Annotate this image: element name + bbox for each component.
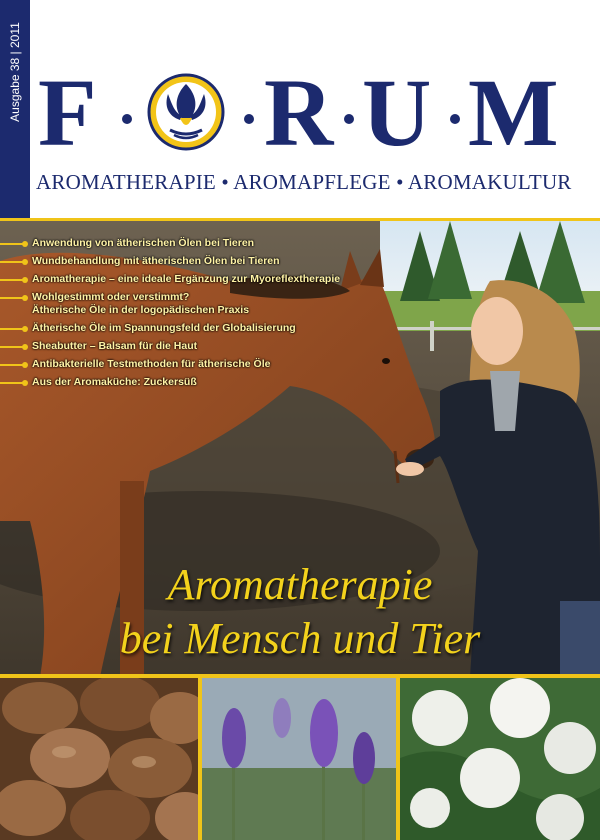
bullet-line-icon [0,328,26,330]
issue-label: Ausgabe 38 | 2011 [8,22,22,122]
toc-item-text: Aromatherapie – eine ideale Ergänzung zur Myoreflextherapie [32,273,341,285]
bullet-line-icon [0,346,26,348]
masthead-dot [450,114,460,124]
cover-headline-line-2: bei Mensch und Tier [119,614,481,663]
toc-item-text: Wohlgestimmt oder verstimmt? [32,291,190,303]
toc-item [0,255,360,268]
bullet-line-icon [0,382,26,384]
masthead-dot [244,114,254,124]
toc-item-text: Wundbehandlung mit ätherischen Ölen bei Tieren [32,255,280,267]
toc-item-text: Ätherische Öle im Spannungsfeld der Globalisierung [32,322,296,334]
toc-item-text: Ätherische Öle in der logopädischen Praxis [32,304,250,316]
masthead-letter-f: F [38,59,97,166]
masthead-letter-r: R [264,59,334,166]
toc-item [0,237,360,250]
toc-item [0,358,360,371]
masthead-subtitle: AROMATHERAPIE • AROMAPFLEGE • AROMAKULTUR [36,170,572,194]
bullet-line-icon [0,364,26,366]
masthead-dot [344,114,354,124]
bullet-line-icon [0,261,26,263]
bullet-line-icon [0,297,26,299]
masthead [36,58,596,168]
shea-nuts-photo [0,678,198,840]
toc-item [0,291,360,317]
cover-photo [0,218,600,674]
table-of-contents [0,237,360,394]
forum-emblem-logo [146,72,226,152]
toc-item [0,376,360,389]
masthead-letter-u: U [362,59,432,166]
toc-item-text: Sheabutter – Balsam für die Haut [32,340,198,352]
issue-strip [0,0,30,218]
cover-headline-line-1: Aromatherapie [167,560,433,609]
lavender-photo [202,678,396,840]
toc-item [0,340,360,353]
thumbnail-strip [0,674,600,840]
valerian-flowers-photo [400,678,600,840]
toc-item [0,273,360,286]
toc-item [0,322,360,335]
toc-item-text: Antibakterielle Testmethoden für ätherische Öle [32,358,271,370]
bullet-line-icon [0,243,26,245]
masthead-letter-m: M [468,59,559,166]
toc-item-text: Anwendung von ätherischen Ölen bei Tieren [32,237,255,249]
bullet-line-icon [0,279,26,281]
toc-item-text: Aus der Aromaküche: Zuckersüß [32,376,197,388]
masthead-dot [122,114,132,124]
